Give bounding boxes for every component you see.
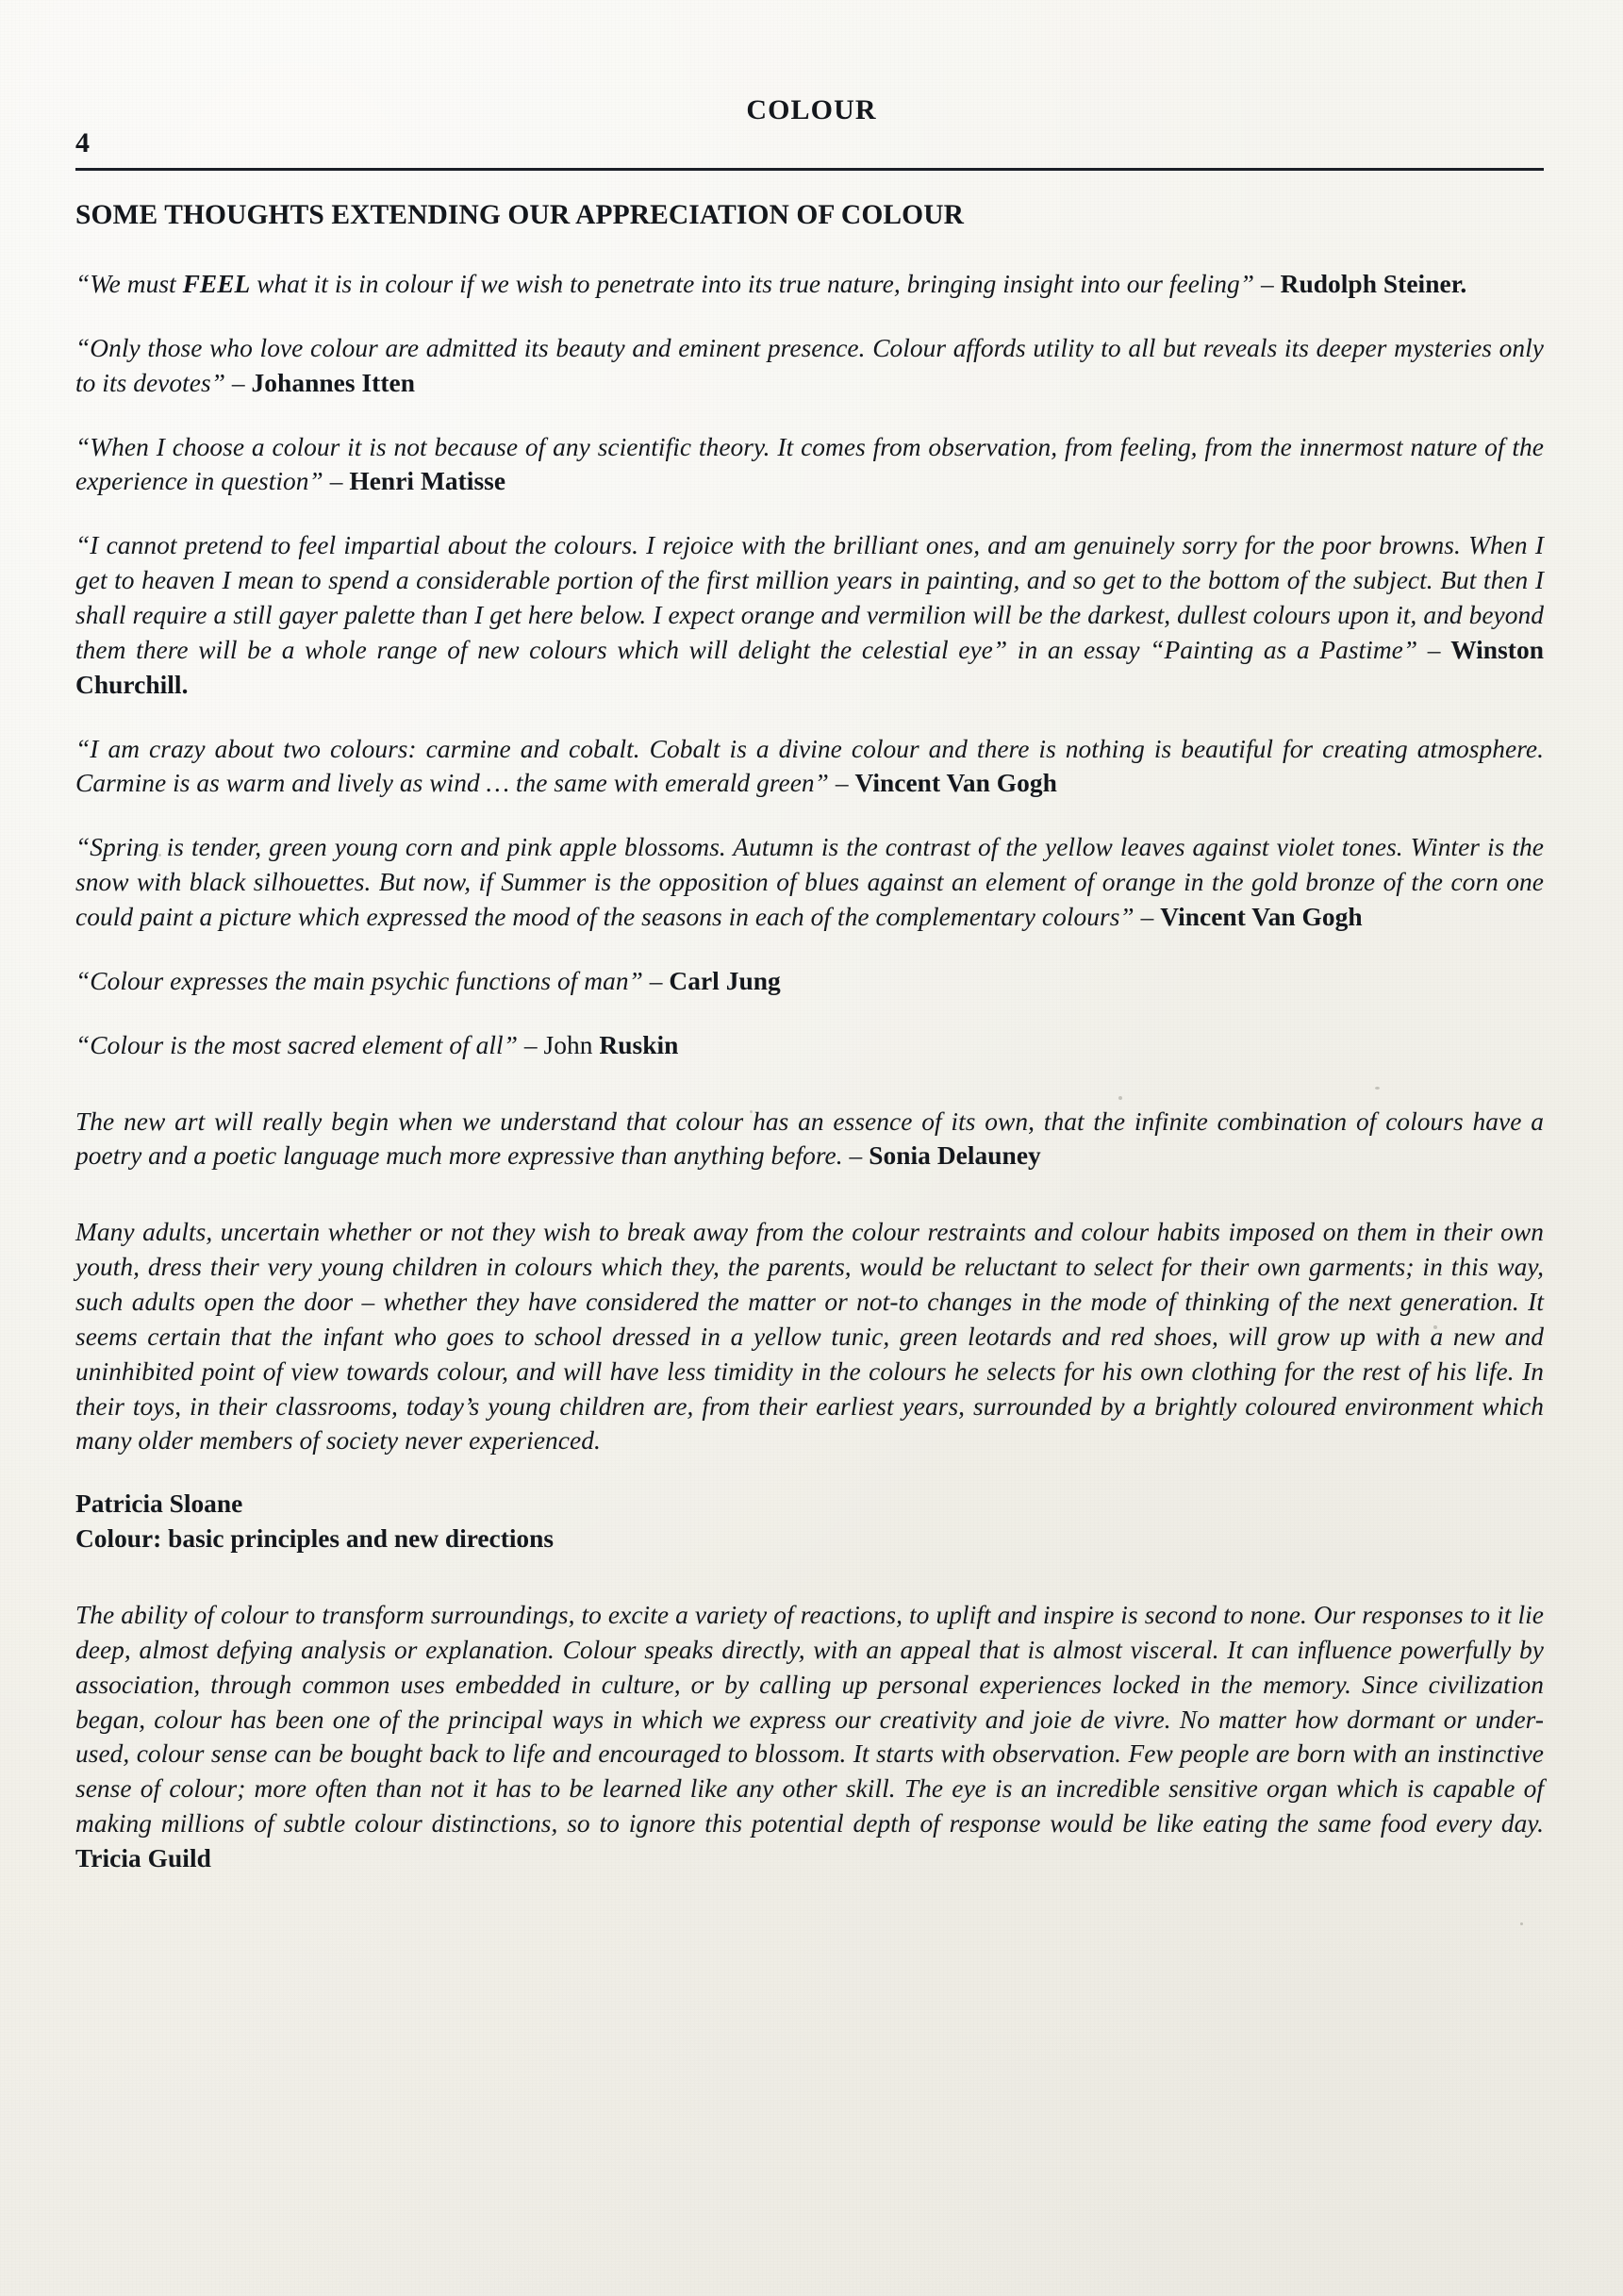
passage-sloane <box>75 1215 1544 1458</box>
quote-attribution: Henri Matisse <box>349 467 506 496</box>
quote-attribution: Johannes Itten <box>251 368 415 397</box>
body-column <box>75 200 1544 1905</box>
quote-attribution: Vincent Van Gogh <box>1160 902 1363 931</box>
quote-jung <box>75 964 1544 999</box>
quote-delauney <box>75 1105 1544 1174</box>
quote-body: what it is in colour if we wish to penetrate into its true nature, bringing insight into our feeling” – <box>250 269 1281 298</box>
quote-body: “Spring is tender, green young corn and pink apple blossoms. Autumn is the contrast of the yellow leaves against violet tones. Winter is the snow with black silhouettes. But now, if Summer is the opposition of blues against an element of orange in the gold bronze of the corn one could paint a picture which expressed the mood of the seasons in each of the complementary colours” – <box>75 833 1544 931</box>
quote-body: “Colour is the most sacred element of all” – <box>75 1030 544 1059</box>
passage-credit-work: Colour: basic principles and new directions <box>75 1524 555 1554</box>
quote-body: “Only those who love colour are admitted its beauty and eminent presence. Colour affords utility to all but reveals its deeper mysteries only to its devotes” – <box>75 333 1544 397</box>
quote-attribution: Ruskin <box>599 1030 679 1059</box>
running-head: COLOUR <box>746 94 877 125</box>
quote-attribution: Vincent Van Gogh <box>854 769 1057 798</box>
quote-body: “I cannot pretend to feel impartial about the colours. I rejoice with the brilliant ones, and am genuinely sorry for the poor browns. When I get to heaven I mean to spend a considerable portion of the first million years in painting, and so get to the bottom of the subject. But then I shall require a still gayer palette than I get here below. I expect orange and vermilion will be the darkest, dullest colours upon it, and beyond them there will be a whole range of new colours which will delight the celestial eye” in an essay “Painting as a Pastime” – <box>75 531 1544 664</box>
passage-body: Many adults, uncertain whether or not they wish to break away from the colour restraints and colour habits imposed on them in their own youth, dress their very young children in colours which they, the parents, would be reluctant to select for their own garments; in this way, such adults open the door – whether they have considered the matter or not-to changes in the mode of thinking of the next generation. It seems certain that the infant who goes to school dressed in a yellow tunic, green leotards and red shoes, will grow up with a new and uninhibited point of view towards colour, and will have less timidity in the colours he selects for his own clothing for the rest of his life. In their toys, in their classrooms, today’s young children are, from their earliest years, surrounded by a brightly coloured environment which many older members of society never experienced. <box>75 1218 1544 1456</box>
quote-itten <box>75 331 1544 401</box>
header-rule <box>75 168 1544 171</box>
quote-body: “I am crazy about two colours: carmine and cobalt. Cobalt is a divine colour and there is nothing is beautiful for creating atmosphere. Carmine is as warm and lively as wind … the same with emerald green” – <box>75 734 1544 798</box>
passage-guild <box>75 1598 1544 1876</box>
page-number: 4 <box>75 127 90 158</box>
quote-attribution: Sonia Delauney <box>869 1141 1041 1171</box>
quote-van-gogh-carmine <box>75 732 1544 802</box>
quote-body: “Colour expresses the main psychic functions of man” – <box>75 966 670 995</box>
passage-body: The ability of colour to transform surroundings, to excite a variety of reactions, to uplift and inspire is second to none. Our responses to it lie deep, almost defying analysis or explanation. Colour speaks directly, with an appeal that is almost visceral. It can influence powerfully by association, through common uses embedded in culture, or by calling up personal experiences locked in the memory. Since civilization began, colour has been one of the principal ways in which we express our creativity and joie de vivre. No matter how dormant or under-used, colour sense can be bought back to life and encouraged to blossom. It starts with observation. Few people are born with an instinctive sense of colour; more often than not it has to be learned like any other skill. The eye is an incredible sensitive organ which is capable of making millions of subtle colour distinctions, so to ignore this potential depth of response would be like eating the same food every day. <box>75 1600 1544 1838</box>
quote-matisse <box>75 430 1544 500</box>
quote-van-gogh-seasons <box>75 830 1544 935</box>
passage-attribution: Tricia Guild <box>75 1844 211 1872</box>
quote-ruskin <box>75 1028 1544 1063</box>
quote-body: “When I choose a colour it is not because of any scientific theory. It comes from observation, from feeling, from the innermost nature of the experience in question” – <box>75 432 1544 496</box>
quote-emphasis: FEEL <box>182 269 251 298</box>
quote-body: The new art will really begin when we understand that colour has an essence of its own, that the infinite combination of colours have a poetry and a poetic language much more expressive than anything before. – <box>75 1106 1544 1171</box>
quote-attribution: Rudolph Steiner. <box>1280 269 1467 298</box>
quote-steiner <box>75 267 1544 302</box>
quote-lead: “We must <box>75 269 183 298</box>
quote-attribution: Carl Jung <box>669 966 781 995</box>
quote-attribution: Winston Churchill. <box>75 635 1544 699</box>
passage-credit-author: Patricia Sloane <box>75 1489 243 1519</box>
quote-attribution-given-name: John <box>543 1030 600 1059</box>
quote-churchill <box>75 528 1544 702</box>
section-title: SOME THOUGHTS EXTENDING OUR APPRECIATION OF COLOUR <box>75 200 965 230</box>
